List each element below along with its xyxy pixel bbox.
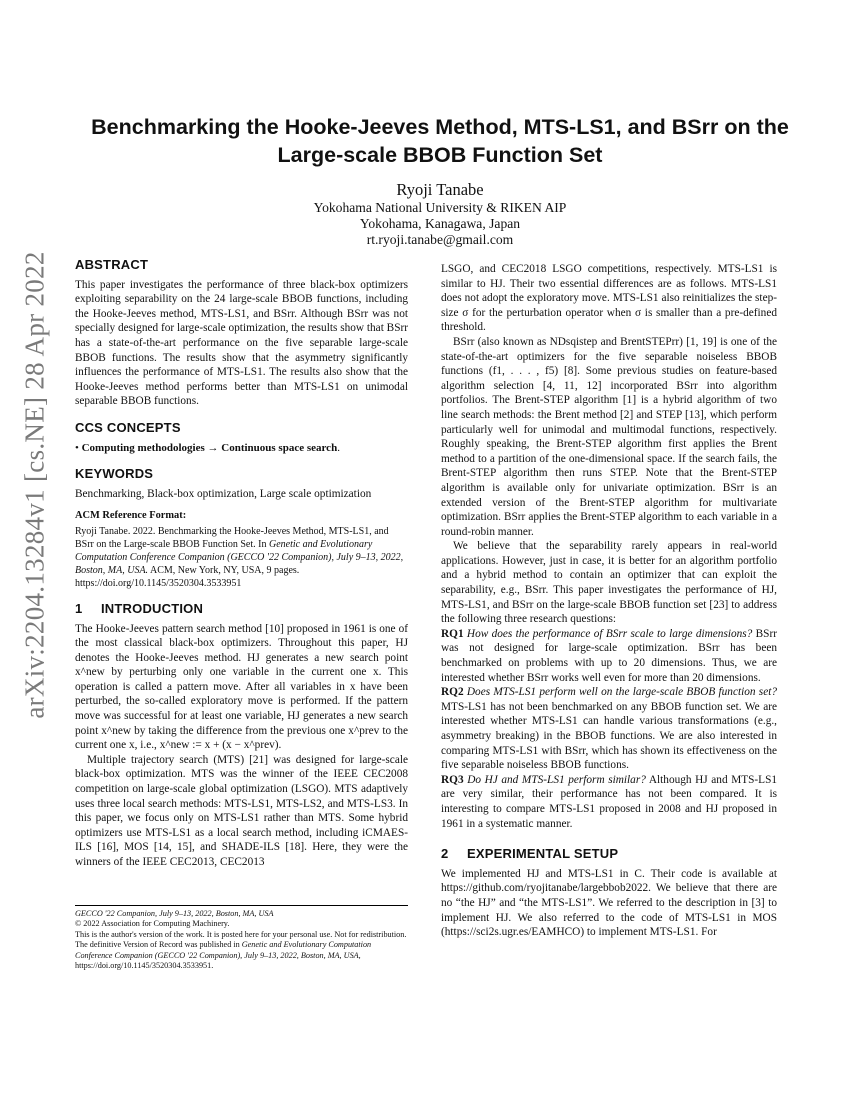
abstract-section [75, 258, 408, 409]
section-title: INTRODUCTION [101, 600, 204, 616]
experimental-setup-section [441, 847, 777, 940]
acm-reference-label: ACM Reference Format: [75, 510, 187, 522]
rq1-question: How does the performance of BSrr scale to large dimensions? [466, 627, 753, 640]
acm-reference-part-b: ACM, New York, NY, USA, 9 pages. https://doi.org/10.1145/3520304.3533951 [75, 564, 300, 589]
acm-reference-venue: Genetic and Evolutionary Computation Conference Companion (GECCO '22 Companion), July 9–13, 2022, Boston, MA, USA. [75, 538, 404, 576]
intro-paragraph-1: The Hooke-Jeeves pattern search method [10] proposed in 1961 is one of the most classical black-box optimizers. Throughout this paper, HJ denotes the Hooke-Jeeves method. HJ generates a new search point x^new by perturbing only one variable in the current one x. This operation is called a pattern move. After all variables in x have been perturbed, the so-called exploratory move is performed. If the pattern move was successful for at least one variable, HJ generates a new search point x^new by taking the difference from the previous one x^prev to the current one x, i.e., x^new := x + (x − x^prev). [75, 622, 408, 752]
arxiv-identifier [10, 251, 60, 719]
ccs-concept-text: Computing methodologies → Continuous space search [81, 441, 338, 454]
right-paragraph-3: We believe that the separability rarely appears in real-world applications. However, just in case, it is better for an algorithm portfolio and a hybrid method to contain an optimizer that can exploit the separability, e.g., BSrr. This paper investigates the performance of HJ, MTS-LS1, and BSrr on the large-scale BBOB function set [23] to address the following three research questions: [441, 540, 777, 626]
introduction-section [75, 602, 408, 870]
paper-title: Benchmarking the Hooke-Jeeves Method, MTS-LS1, and BSrr on the Large-scale BBOB Function Set [91, 115, 789, 167]
rq2-text: MTS-LS1 has not been benchmarked on any BBOB function set. We are interested whether MTS-LS1 can handle various transformations (e.g., asymmetry breaking) in the BBOB functions. We are also interested in comparing MTS-LS1 with BSrr, which has shown its effectiveness on the five separable noiseless BBOB functions. [441, 700, 777, 772]
footnote-notice-b: , https://doi.org/10.1145/3520304.3533951. [75, 950, 361, 971]
ccs-section [75, 421, 408, 455]
right-paragraph-1: LSGO, and CEC2018 LSGO competitions, respectively. MTS-LS1 is similar to HJ. Their two essential differences are as follows. MTS-LS1 does not adopt the exploratory move. MTS-LS1 also reinitializes the step-size σ for the perturbation operator when σ is smaller than a pre-defined threshold. [441, 263, 777, 334]
section-title: EXPERIMENTAL SETUP [467, 846, 619, 862]
acm-reference-part-a: Ryoji Tanabe. 2022. Benchmarking the Hooke-Jeeves Method, MTS-LS1, and BSrr on the Large-scale BBOB Function Set. In [75, 525, 389, 550]
rq1-text: BSrr was not designed for large-scale optimization. BSrr has been benchmarked on problems with up to 20 dimensions. Thus, we are interested whether BSrr works well even for more than 20 dimensions. [441, 627, 777, 684]
left-column [75, 258, 408, 870]
ccs-concept [75, 441, 408, 456]
rq2-label: RQ2 [441, 686, 464, 699]
rq3-question: Do HJ and MTS-LS1 perform similar? [467, 773, 646, 786]
rq3-label: RQ3 [441, 773, 464, 786]
section-number: 2 [441, 846, 449, 862]
footnote-notice [75, 930, 408, 972]
right-paragraph-2: BSrr (also known as NDsqistep and BrentSTEPrr) [1, 19] is one of the state-of-the-art optimizers for the five separable noiseless BBOB functions (f1, . . . , f5) [8]. Some previous studies on feature-based algorithm selection [4, 11, 12] incorporated BSrr into algorithm portfolios. The Brent-STEP algorithm [1] is a hybrid algorithm of two line search methods: the Brent method [2] and STEP [13], which perform particularly well for unimodal and multimodal functions, respectively. Roughly speaking, the Brent-STEP algorithm first applies the Brent method to a partition of the one-dimensional space. If the search fails, the Brent-STEP algorithm then runs STEP. Note that the Brent-STEP algorithm is available only for univariate optimization. BSrr is an extended version of the Brent-STEP algorithm for multivariate optimization. BSrr applies the Brent-STEP algorithm to each variable in a round-robin manner. [441, 335, 777, 538]
right-column [441, 262, 777, 940]
author-block [70, 179, 810, 248]
footnote-copyright: © 2022 Association for Computing Machinery. [75, 919, 230, 929]
abstract-text: This paper investigates the performance of three black-box optimizers exploiting separability on the 24 large-scale BBOB functions, including the Hooke-Jeeves method, MTS-LS1, and BSrr. Although BSrr was not specially designed for large-scale optimization, the results show that BSrr has a state-of-the-art performance on the five separable large-scale BBOB functions. The results show that the asymmetry significantly influences the performance of MTS-LS1. The results also show that the Hooke-Jeeves method performs better than MTS-LS1 on unimodal separable BBOB functions. [75, 278, 408, 408]
experimental-setup-heading [441, 847, 777, 862]
research-question-1 [441, 627, 777, 685]
section-number: 1 [75, 600, 83, 616]
footnote-notice-a: This is the author's version of the work. It is posted here for your personal use. Not for redistribution. The definitive Version of Record was published in [75, 929, 407, 950]
author-email: rt.ryoji.tanabe@gmail.com [366, 232, 514, 247]
intro-paragraph-2: Multiple trajectory search (MTS) [21] was designed for large-scale black-box optimization. MTS was the winner of the IEEE CEC2008 competition on large-scale global optimization (LSGO). MTS adaptively uses three local search methods: MTS-LS1, MTS-LS2, and MTS-LS3. In this paper, we focus only on MTS-LS1 rather than MTS. Some hybrid optimizers use MTS-LS1 as a local search method, including iCMAES-ILS [16], MOS [14, 15], and SHADE-ILS [18]. Here, they were the winners of the IEEE CEC2013, CEC2013 [75, 753, 408, 868]
ccs-heading: CCS CONCEPTS [75, 419, 181, 435]
acm-reference [75, 509, 408, 590]
rq3-text: Although HJ and MTS-LS1 are very similar, their performance has not been compared. It is interesting to compare MTS-LS1 proposed in 2008 and HJ proposed in 1961 in a systematic manner. [441, 773, 778, 830]
keywords-heading: KEYWORDS [75, 466, 154, 482]
rq1-label: RQ1 [441, 627, 464, 640]
acm-reference-text [75, 525, 408, 590]
rq2-question: Does MTS-LS1 perform well on the large-scale BBOB function set? [466, 686, 778, 699]
ccs-period: . [337, 441, 340, 454]
author-location: Yokohama, Kanagawa, Japan [359, 216, 521, 231]
keywords-section [75, 467, 408, 501]
footnote-venue [75, 909, 408, 919]
arxiv-identifier-text: arXiv:2204.13284v1 [cs.NE] 28 Apr 2022 [19, 251, 50, 719]
research-question-2 [441, 685, 777, 773]
keywords-text: Benchmarking, Black-box optimization, Large scale optimization [75, 487, 372, 500]
author-name: Ryoji Tanabe [396, 180, 484, 199]
abstract-heading: ABSTRACT [75, 257, 149, 272]
footnote-venue-text: GECCO '22 Companion, July 9–13, 2022, Boston, MA, USA [75, 909, 274, 918]
experimental-setup-text: We implemented HJ and MTS-LS1 in C. Their code is available at https://github.com/ryojitanabe/largebbob2022. We believe that there are no “the HJ” and “the MTS-LS1”. We referred to the description in [3] to implement HJ. We also referred to the code of MTS-LS1 in MOS (https://sci2s.ugr.es/EAMHCO) to implement MTS-LS1. For [441, 867, 777, 939]
author-affiliation: Yokohama National University & RIKEN AIP [313, 200, 567, 215]
footnote [75, 905, 408, 971]
research-question-3 [441, 773, 777, 831]
footnote-notice-venue: Genetic and Evolutionary Computation Conference Companion (GECCO '22 Companion), July 9–13, 2022, Boston, MA, USA [75, 940, 372, 960]
ccs-bullet: • [75, 441, 79, 454]
introduction-heading [75, 602, 408, 617]
